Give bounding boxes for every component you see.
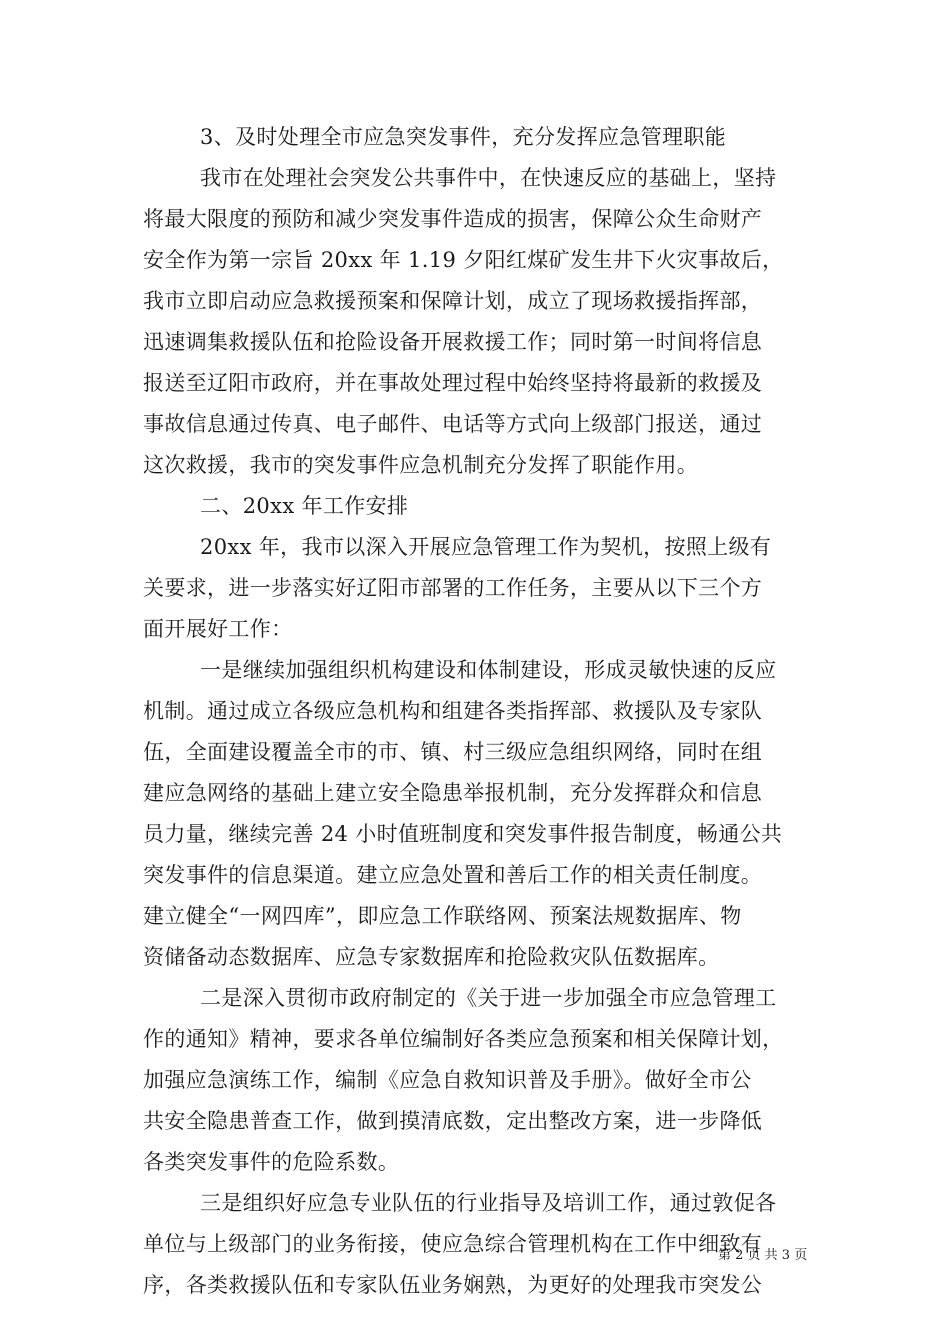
paragraph-line: 突发事件的信息渠道。建立应急处置和善后工作的相关责任制度。 bbox=[143, 863, 763, 887]
section-heading: 二、20xx 年工作安排 bbox=[200, 494, 409, 518]
paragraph-line: 迅速调集救援队伍和抢险设备开展救援工作；同时第一时间将信息 bbox=[143, 330, 763, 354]
paragraph-line: 加强应急演练工作，编制《应急自救知识普及手册》。做好全市公 bbox=[143, 1068, 752, 1092]
paragraph-line: 各类突发事件的危险系数。 bbox=[143, 1150, 400, 1174]
paragraph-line: 将最大限度的预防和减少突发事件造成的损害，保障公众生命财产 bbox=[143, 207, 763, 231]
paragraph-line: 三是组织好应急专业队伍的行业指导及培训工作，通过敦促各 bbox=[200, 1191, 777, 1215]
paragraph-line: 建应急网络的基础上建立安全隐患举报机制，充分发挥群众和信息 bbox=[143, 781, 763, 805]
paragraph-line: 安全作为第一宗旨 20xx 年 1.19 夕阳红煤矿发生井下火灾事故后， bbox=[143, 248, 784, 272]
paragraph-line: 二是深入贯彻市政府制定的《关于进一步加强全市应急管理工 bbox=[200, 986, 777, 1010]
paragraph-line: 事故信息通过传真、电子邮件、电话等方式向上级部门报送，通过 bbox=[143, 412, 763, 436]
page-number: 第 2 页 共 3 页 bbox=[718, 1248, 808, 1263]
paragraph-line: 20xx 年，我市以深入开展应急管理工作为契机，按照上级有 bbox=[200, 535, 772, 559]
paragraph-line: 我市在处理社会突发公共事件中，在快速反应的基础上，坚持 bbox=[200, 166, 777, 190]
paragraph-line: 机制。通过成立各级应急机构和组建各类指挥部、救援队及专家队 bbox=[143, 699, 763, 723]
paragraph-line: 员力量，继续完善 24 小时值班制度和突发事件报告制度，畅通公共 bbox=[143, 822, 783, 846]
paragraph-line: 作的通知》精神，要求各单位编制好各类应急预案和相关保障计划， bbox=[143, 1027, 784, 1051]
paragraph-line: 这次救援，我市的突发事件应急机制充分发挥了职能作用。 bbox=[143, 453, 699, 477]
paragraph-line: 一是继续加强组织机构建设和体制建设，形成灵敏快速的反应 bbox=[200, 658, 777, 682]
paragraph-line: 建立健全“一网四库”，即应急工作联络网、预案法规数据库、物 bbox=[143, 904, 742, 928]
document-body bbox=[143, 117, 809, 1306]
paragraph-line: 伍，全面建设覆盖全市的市、镇、村三级应急组织网络，同时在组 bbox=[143, 740, 763, 764]
paragraph-line: 资储备动态数据库、应急专家数据库和抢险救灾队伍数据库。 bbox=[143, 945, 720, 969]
paragraph-line: 报送至辽阳市政府，并在事故处理过程中始终坚持将最新的救援及 bbox=[143, 371, 763, 395]
paragraph-line: 单位与上级部门的业务衔接，使应急综合管理机构在工作中细致有 bbox=[143, 1232, 763, 1256]
paragraph-line: 关要求，进一步落实好辽阳市部署的工作任务，主要从以下三个方 bbox=[143, 576, 763, 600]
paragraph-line: 共安全隐患普查工作，做到摸清底数，定出整改方案，进一步降低 bbox=[143, 1109, 763, 1133]
paragraph-line: 序，各类救援队伍和专家队伍业务娴熟，为更好的处理我市突发公 bbox=[143, 1273, 763, 1297]
paragraph-line: 我市立即启动应急救援预案和保障计划，成立了现场救援指挥部， bbox=[143, 289, 763, 313]
section-heading: 3、及时处理全市应急突发事件，充分发挥应急管理职能 bbox=[200, 125, 727, 149]
paragraph-line: 面开展好工作： bbox=[143, 617, 293, 641]
